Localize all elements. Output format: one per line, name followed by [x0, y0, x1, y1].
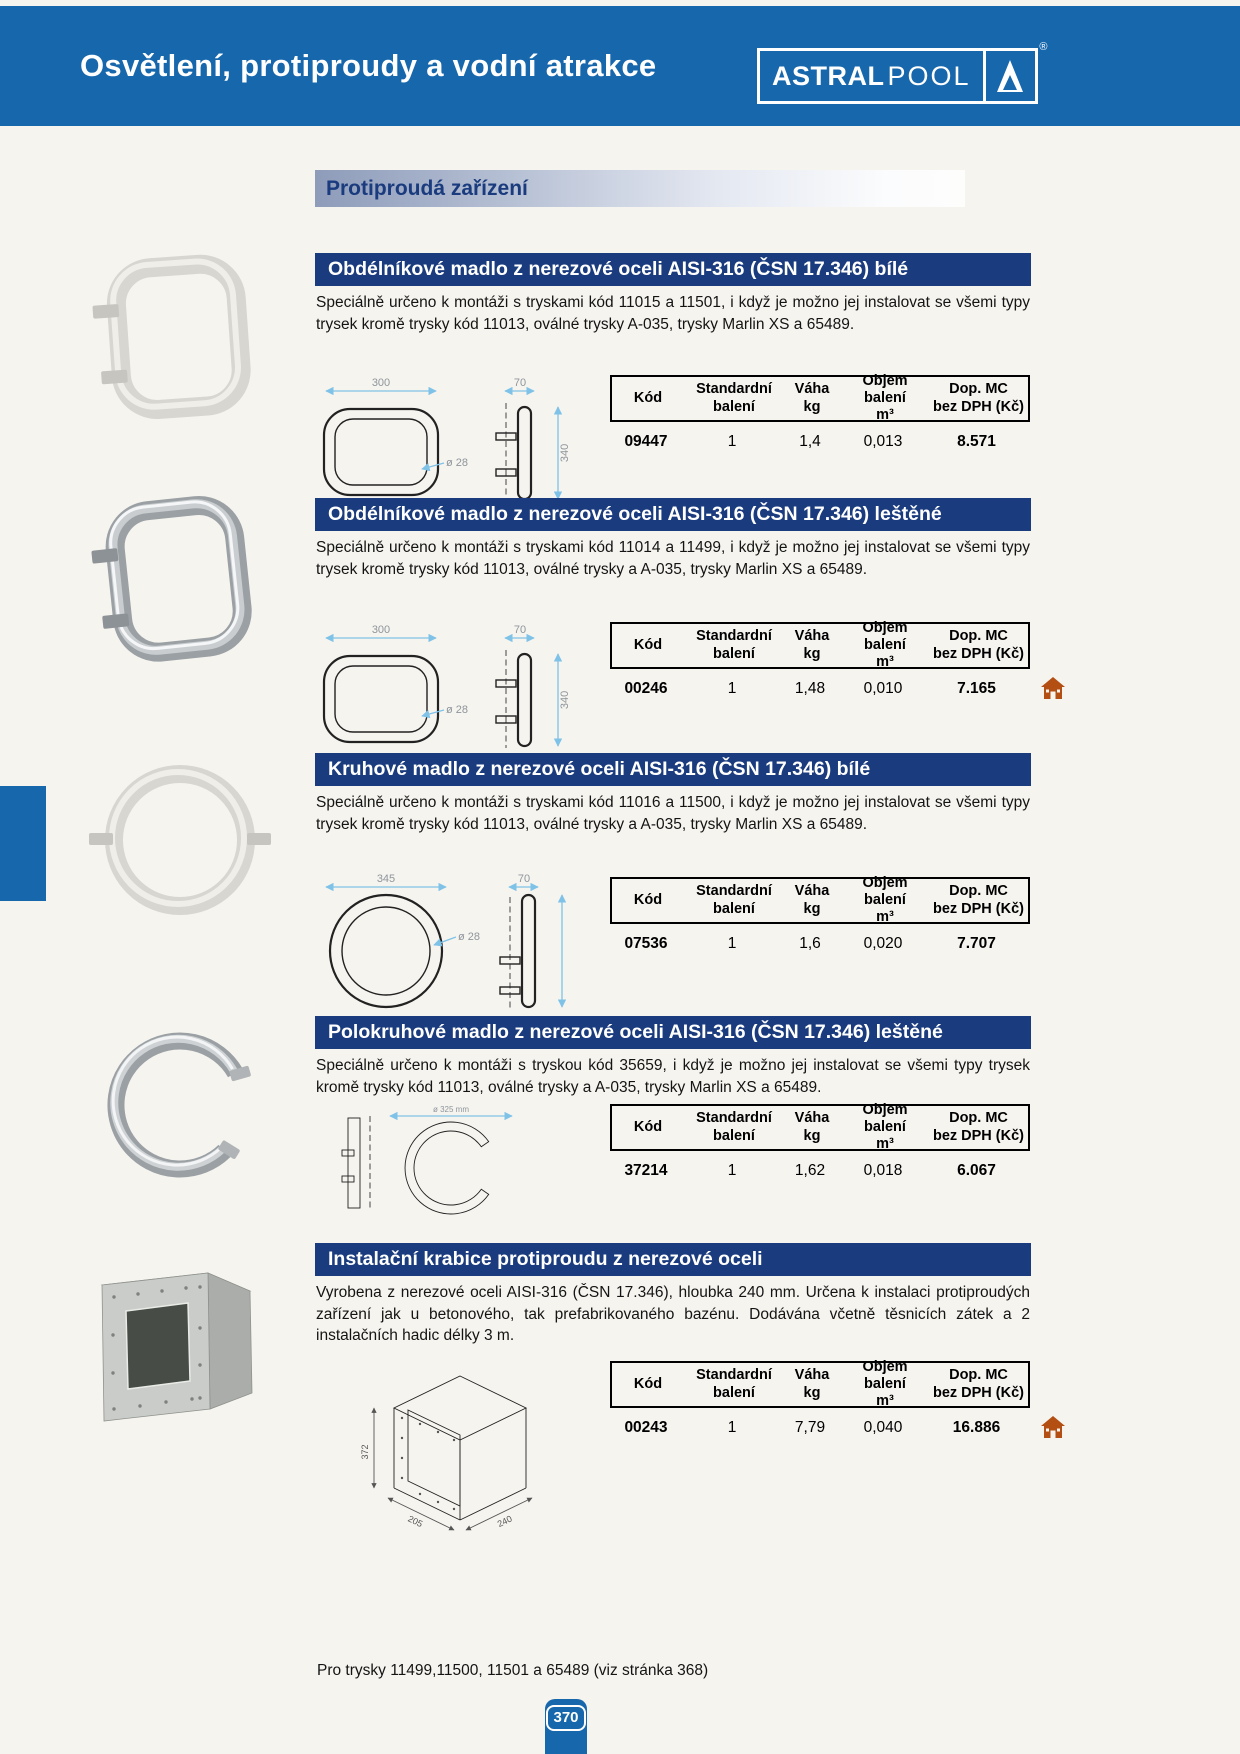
- product-photo-install-box: [88, 1243, 268, 1458]
- price-table: [610, 1101, 1030, 1180]
- cell-kod: 07536: [624, 935, 668, 952]
- col-cena: Dop. MC: [949, 381, 1008, 398]
- table-header: Kód Standardní balení Váha kg Objem balení m³ Dop. MC bez DPH (Kč): [610, 1104, 1030, 1151]
- technical-drawing-rect-handle: [318, 620, 573, 755]
- product-section-3: [0, 753, 1240, 1016]
- cell-cena: 7.165: [957, 680, 996, 697]
- product-description: Speciálně určeno k montáži s tryskami kód 11014 a 11499, i když je možno jej instalovat se všemi typy trysek kromě trysky kód 11013, oválné trysky a A-035, trysky Marlin XS a 65489.: [316, 539, 1030, 578]
- technical-drawing-semicircle-handle: [318, 1102, 558, 1227]
- cell-objem: 0,040: [863, 1419, 903, 1436]
- dim-label: ø 28: [446, 704, 469, 716]
- dim-label: 70: [513, 377, 527, 389]
- product-section-1: [0, 253, 1240, 498]
- table-row: [610, 935, 1030, 953]
- technical-drawing-install-box: [330, 1346, 590, 1541]
- cell-baleni: 1: [727, 1162, 737, 1179]
- dim-label: 70: [517, 873, 531, 885]
- cell-baleni: 1: [727, 1419, 737, 1436]
- product-title-bar: Polokruhové madlo z nerezové oceli AISI-316 (ČSN 17.346) leštěné: [315, 1016, 1031, 1049]
- cell-kod: 37214: [624, 1162, 668, 1179]
- product-section-5: [0, 1243, 1240, 1533]
- product-section-4: [0, 1016, 1240, 1243]
- price-table: [610, 1358, 1030, 1437]
- logo-pool-text: POOL: [887, 60, 971, 91]
- price-table: [610, 874, 1030, 953]
- table-row: [610, 1162, 1030, 1180]
- cell-objem: 0,020: [863, 935, 903, 952]
- cell-vaha: 1,48: [794, 680, 826, 697]
- astralpool-logo: [757, 41, 1048, 104]
- product-title-bar: Obdélníkové madlo z nerezové oceli AISI-316 (ČSN 17.346) bílé: [315, 253, 1031, 286]
- product-description: Speciálně určeno k montáži s tryskami kód 11015 a 11501, i když je možno jej instalovat se všemi typy trysek kromě trysky kód 11013, oválné trysky A-035, trysky Marlin XS a 65489.: [316, 294, 1030, 333]
- product-title-bar: Kruhové madlo z nerezové oceli AISI-316 (ČSN 17.346) bílé: [315, 753, 1031, 786]
- section-header-band: [315, 170, 965, 207]
- cell-objem: 0,018: [863, 1162, 903, 1179]
- house-icon: [1040, 1415, 1066, 1439]
- product-photo-rect-handle-polished: [85, 490, 270, 680]
- price-table: [610, 372, 1030, 451]
- registered-mark: ®: [1039, 41, 1048, 53]
- header-banner: [0, 6, 1240, 126]
- table-header: Kód Standardní balení Váha kg Objem balení m³ Dop. MC bez DPH (Kč): [610, 877, 1030, 924]
- col-kod: Kód: [633, 389, 663, 406]
- page-number: 370: [546, 1705, 585, 1731]
- dim-label: 345: [376, 873, 396, 885]
- product-title-bar: Obdélníkové madlo z nerezové oceli AISI-316 (ČSN 17.346) leštěné: [315, 498, 1031, 531]
- price-table: [610, 619, 1030, 698]
- product-photo-round-handle-white: [85, 745, 275, 940]
- cell-kod: 00246: [624, 680, 668, 697]
- dim-label: 300: [371, 624, 391, 636]
- dim-label: 340: [559, 690, 571, 710]
- cell-vaha: 1,62: [794, 1162, 826, 1179]
- product-description: Vyrobena z nerezové oceli AISI-316 (ČSN 17.346), hloubka 240 mm. Určena k instalaci protiproudých zařízení jak u betonového, tak prefabrikovaného bazénu. Dodávána včetně těsnicích zátek a 2 instalačních hadic délky 3 m.: [316, 1284, 1030, 1344]
- table-row: [610, 433, 1030, 451]
- product-photo-rect-handle-white: [85, 248, 270, 438]
- technical-drawing-rect-handle: [318, 373, 573, 508]
- cell-kod: 00243: [624, 1419, 668, 1436]
- cell-vaha: 1,4: [799, 433, 821, 450]
- dim-label: ø 325 mm: [432, 1105, 470, 1114]
- cell-cena: 6.067: [957, 1162, 996, 1179]
- technical-drawing-round-handle: [318, 871, 573, 1018]
- dim-label: 340: [559, 443, 571, 463]
- product-photo-semicircle-handle-polished: [85, 1010, 275, 1205]
- dim-label: 372: [360, 1444, 370, 1460]
- cell-vaha: 1,6: [799, 935, 821, 952]
- page-number-badge: [545, 1699, 587, 1754]
- product-description: Speciálně určeno k montáži s tryskami kód 11016 a 11500, i když je možno jej instalovat se všemi typy trysek kromě trysky kód 11013, oválné trysky a A-035, trysky Marlin XS a 65489.: [316, 794, 1030, 833]
- footer-note: Pro trysky 11499,11500, 11501 a 65489 (viz stránka 368): [317, 1662, 709, 1679]
- house-icon: [1040, 676, 1066, 700]
- dim-label: 300: [371, 377, 391, 389]
- dim-label: 205: [406, 1513, 425, 1530]
- col-objem: Objem balení: [862, 372, 908, 406]
- table-header: Kód Standardní balení Váha kg Objem balení m³ Dop. MC bez DPH (Kč): [610, 1361, 1030, 1408]
- col-baleni: Standardní: [696, 381, 772, 398]
- table-header: Kód Standardní balení Váha kg Objem balení m³ Dop. MC bez DPH (Kč): [610, 375, 1030, 422]
- table-header: Kód Standardní balení Váha kg Objem balení m³ Dop. MC bez DPH (Kč): [610, 622, 1030, 669]
- cell-cena: 8.571: [957, 433, 996, 450]
- col-vaha: Váha: [794, 381, 830, 398]
- product-title-bar: Instalační krabice protiproudu z nerezové oceli: [315, 1243, 1031, 1276]
- astralpool-wordmark: [757, 48, 986, 104]
- table-row: [610, 680, 1030, 698]
- dim-label: ø 28: [458, 931, 481, 943]
- cell-cena: 7.707: [957, 935, 996, 952]
- product-description: Speciálně určeno k montáži s tryskou kód 35659, i když je možno jej instalovat se všemi typy trysek kromě trysky kód 11013, oválné trysky a A-035, trysky Marlin XS a 65489.: [316, 1057, 1030, 1096]
- dim-label: 240: [495, 1513, 514, 1530]
- cell-baleni: 1: [727, 680, 737, 697]
- page-title: Osvětlení, protiproudy a vodní atrakce: [80, 48, 657, 83]
- astralpool-a-icon: [986, 41, 1048, 104]
- logo-astral-text: ASTRAL: [772, 60, 885, 91]
- cell-vaha: 7,79: [794, 1419, 826, 1436]
- cell-cena: 16.886: [952, 1419, 1001, 1436]
- cell-baleni: 1: [727, 935, 737, 952]
- cell-baleni: 1: [727, 433, 737, 450]
- cell-objem: 0,013: [863, 433, 903, 450]
- table-row: [610, 1419, 1030, 1437]
- section-header-label: Protiproudá zařízení: [326, 176, 528, 200]
- product-section-2: [0, 498, 1240, 753]
- cell-kod: 09447: [624, 433, 668, 450]
- dim-label: ø 28: [446, 457, 469, 469]
- cell-objem: 0,010: [863, 680, 903, 697]
- dim-label: 70: [513, 624, 527, 636]
